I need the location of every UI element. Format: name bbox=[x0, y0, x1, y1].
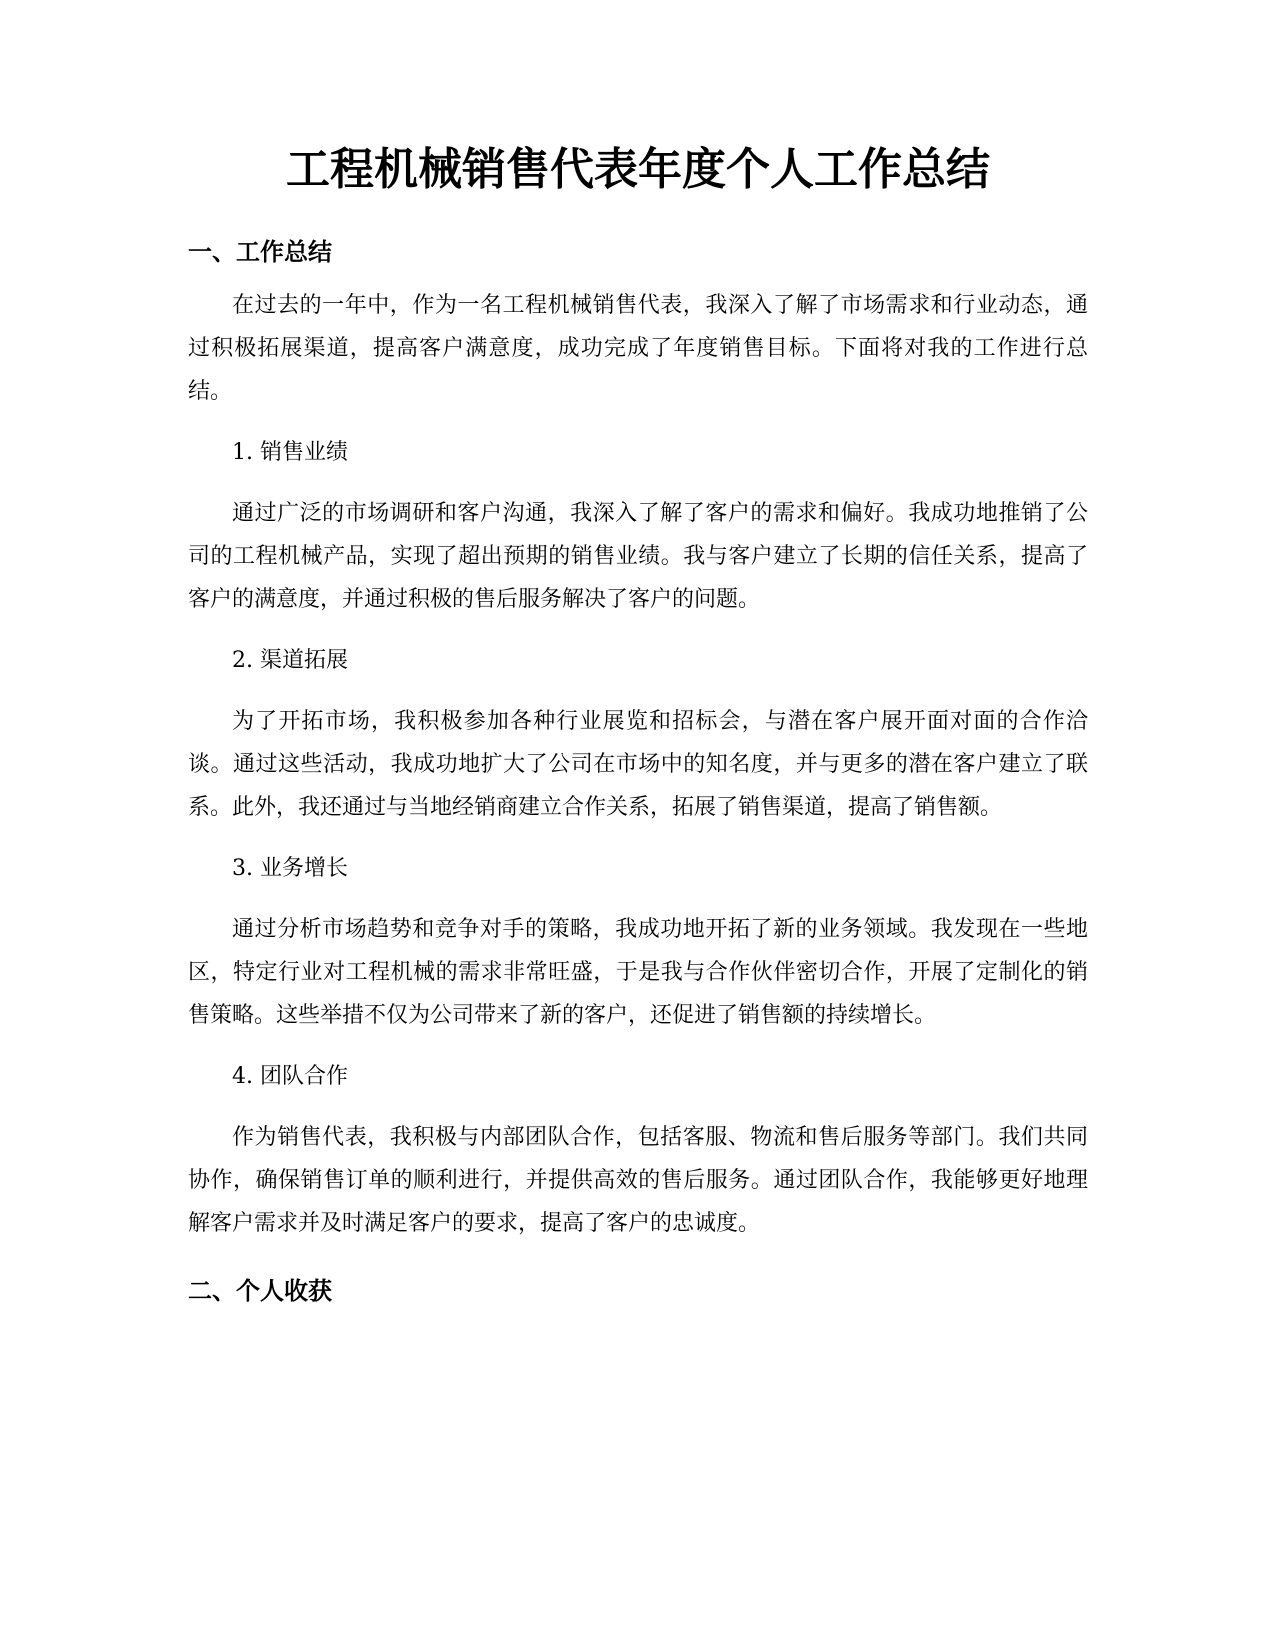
subsection-body-teamwork: 作为销售代表，我积极与内部团队合作，包括客服、物流和售后服务等部门。我们共同协作，确保销售订单的顺利进行，并提供高效的售后服务。通过团队合作，我能够更好地理解客户需求并及时满足客户的要求，提高了客户的忠诚度。 bbox=[188, 1125, 1088, 1236]
document-body bbox=[188, 140, 1088, 1309]
subsection-title-channel-expansion: 2. 渠道拓展 bbox=[232, 648, 348, 673]
subsection-title-business-growth: 3. 业务增长 bbox=[232, 856, 348, 881]
intro-paragraph: 在过去的一年中，作为一名工程机械销售代表，我深入了解了市场需求和行业动态，通过积极拓展渠道，提高客户满意度，成功完成了年度销售目标。下面将对我的工作进行总结。 bbox=[188, 293, 1088, 404]
subsection-title-sales-performance: 1. 销售业绩 bbox=[232, 440, 348, 465]
subsection-title-teamwork: 4. 团队合作 bbox=[232, 1064, 348, 1089]
subsection-body-channel-expansion: 为了开拓市场，我积极参加各种行业展览和招标会，与潜在客户展开面对面的合作洽谈。通过这些活动，我成功地扩大了公司在市场中的知名度，并与更多的潜在客户建立了联系。此外，我还通过与当地经销商建立合作关系，拓展了销售渠道，提高了销售额。 bbox=[188, 709, 1088, 820]
subsection-body-business-growth: 通过分析市场趋势和竞争对手的策略，我成功地开拓了新的业务领域。我发现在一些地区，特定行业对工程机械的需求非常旺盛，于是我与合作伙伴密切合作，开展了定制化的销售策略。这些举措不仅为公司带来了新的客户，还促进了销售额的持续增长。 bbox=[188, 917, 1088, 1028]
document-title: 工程机械销售代表年度个人工作总结 bbox=[286, 144, 990, 195]
subsection-body-sales-performance: 通过广泛的市场调研和客户沟通，我深入了解了客户的需求和偏好。我成功地推销了公司的工程机械产品，实现了超出预期的销售业绩。我与客户建立了长期的信任关系，提高了客户的满意度，并通过积极的售后服务解决了客户的问题。 bbox=[188, 501, 1088, 612]
section-heading-personal-gains: 二、个人收获 bbox=[188, 1277, 332, 1305]
section-heading-work-summary: 一、工作总结 bbox=[188, 238, 332, 266]
